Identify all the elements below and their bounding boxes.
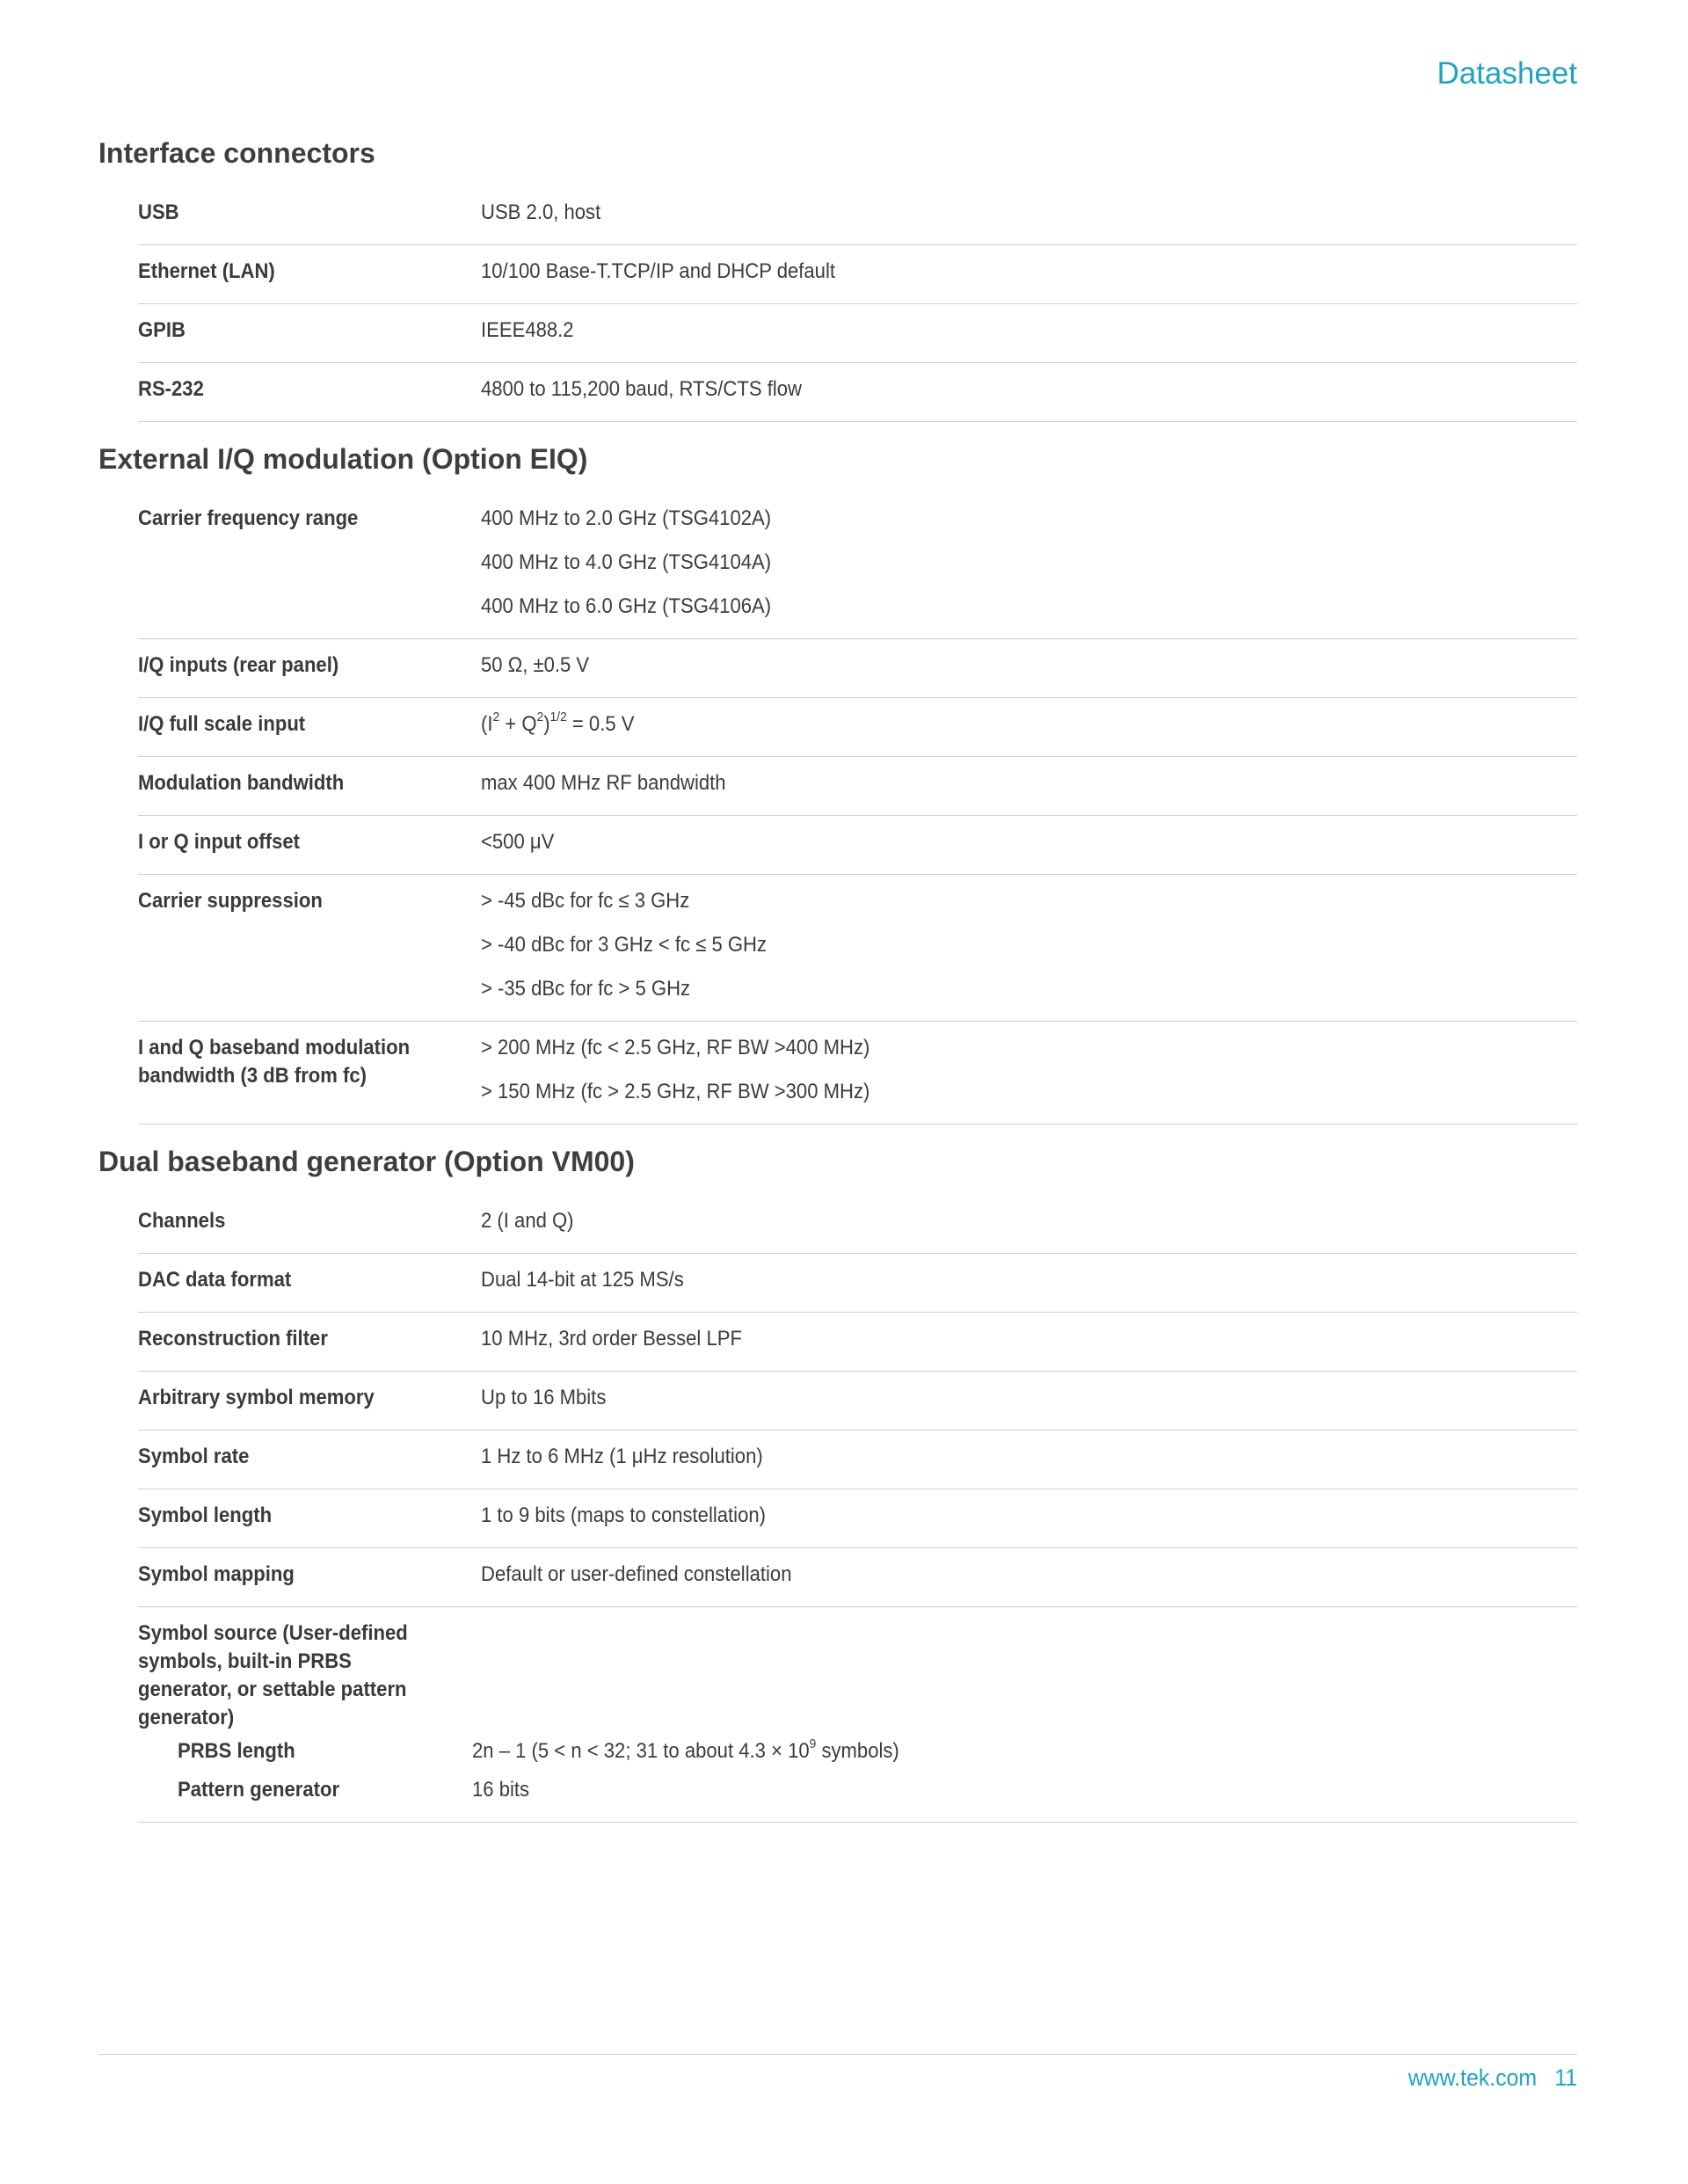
spec-row <box>138 1022 1577 1125</box>
formula-part: ) <box>543 712 550 736</box>
spec-value: 1 Hz to 6 MHz (1 μHz resolution) <box>481 1445 763 1468</box>
spec-row <box>138 1254 1577 1313</box>
sub-value <box>472 1737 899 1765</box>
sub-row-prbs <box>138 1737 1577 1765</box>
sub-row-pattern <box>138 1776 1577 1804</box>
spec-row <box>138 363 1577 422</box>
section-title: Dual baseband generator (Option VM00) <box>98 1146 635 1177</box>
spec-value: <500 μV <box>481 830 555 854</box>
spec-row <box>138 639 1577 698</box>
spec-row <box>138 1313 1577 1372</box>
sub-value: 16 bits <box>472 1778 530 1802</box>
sub-label: Pattern generator <box>178 1778 340 1802</box>
spec-value: 10 MHz, 3rd order Bessel LPF <box>481 1327 742 1350</box>
spec-label: I/Q inputs (rear panel) <box>138 653 339 677</box>
spec-row <box>138 757 1577 816</box>
spec-label: GPIB <box>138 318 186 342</box>
spec-table <box>138 1195 1577 1823</box>
page-number: 11 <box>1554 2064 1577 2091</box>
spec-row <box>138 1431 1577 1489</box>
spec-value: USB 2.0, host <box>481 200 601 224</box>
prbs-part: 2n – 1 (5 < n < 32; 31 to about 4.3 × 10 <box>472 1739 810 1763</box>
footer-divider <box>98 2054 1577 2055</box>
footer-url[interactable]: www.tek.com <box>1408 2064 1537 2091</box>
spec-label: Symbol source (User-defined symbols, built-in PRBS generator, or settable pattern generator) <box>138 1621 408 1729</box>
spec-label: Ethernet (LAN) <box>138 259 275 283</box>
spec-row <box>138 875 1577 1022</box>
spec-label: Modulation bandwidth <box>138 771 345 795</box>
spec-value: Up to 16 Mbits <box>481 1386 607 1409</box>
spec-value: > 150 MHz (fc > 2.5 GHz, RF BW >300 MHz) <box>481 1080 870 1103</box>
prbs-sup: 9 <box>809 1736 817 1751</box>
spec-label: Symbol mapping <box>138 1562 295 1586</box>
formula-part: (I <box>481 712 493 736</box>
spec-value: > -40 dBc for 3 GHz < fc ≤ 5 GHz <box>481 933 768 957</box>
spec-row-symbol-source <box>138 1607 1577 1823</box>
spec-label: DAC data format <box>138 1268 292 1292</box>
spec-value-formula <box>481 710 1489 739</box>
spec-value: 1 to 9 bits (maps to constellation) <box>481 1503 766 1527</box>
spec-label: Symbol rate <box>138 1445 250 1468</box>
spec-value: > 200 MHz (fc < 2.5 GHz, RF BW >400 MHz) <box>481 1036 870 1059</box>
page-content <box>98 132 1577 1838</box>
spec-label: Symbol length <box>138 1503 273 1527</box>
spec-row <box>138 698 1577 757</box>
formula-part: = 0.5 V <box>566 712 635 736</box>
spec-label: I/Q full scale input <box>138 712 306 736</box>
formula-sup: 2 <box>536 710 544 724</box>
spec-label: USB <box>138 200 179 224</box>
spec-row <box>138 816 1577 875</box>
sub-label: PRBS length <box>178 1739 295 1763</box>
spec-value: 400 MHz to 4.0 GHz (TSG4104A) <box>481 550 772 574</box>
spec-row <box>138 492 1577 639</box>
spec-value: > -45 dBc for fc ≤ 3 GHz <box>481 889 690 913</box>
spec-row <box>138 1195 1577 1254</box>
spec-label: Channels <box>138 1209 226 1233</box>
spec-value: 400 MHz to 2.0 GHz (TSG4102A) <box>481 506 772 530</box>
formula-sup: 1/2 <box>549 710 567 724</box>
spec-value: IEEE488.2 <box>481 318 574 342</box>
spec-row <box>138 304 1577 363</box>
spec-value: 2 (I and Q) <box>481 1209 574 1233</box>
spec-value: max 400 MHz RF bandwidth <box>481 771 726 795</box>
section-dual-baseband-generator <box>98 1140 1577 1823</box>
spec-value: 400 MHz to 6.0 GHz (TSG4106A) <box>481 594 772 618</box>
spec-value: 4800 to 115,200 baud, RTS/CTS flow <box>481 377 802 401</box>
spec-row <box>138 186 1577 245</box>
spec-value: Dual 14-bit at 125 MS/s <box>481 1268 684 1292</box>
spec-row <box>138 1548 1577 1607</box>
spec-label: I and Q baseband modulation bandwidth (3 dB from fc) <box>138 1036 411 1088</box>
spec-value: 10/100 Base-T.TCP/IP and DHCP default <box>481 259 835 283</box>
spec-label: Carrier frequency range <box>138 506 359 530</box>
section-title: Interface connectors <box>98 137 375 169</box>
spec-value: Default or user-defined constellation <box>481 1562 792 1586</box>
spec-table <box>138 186 1577 422</box>
spec-label: Carrier suppression <box>138 889 323 913</box>
spec-row <box>138 1489 1577 1548</box>
spec-label: Reconstruction filter <box>138 1327 328 1350</box>
spec-value: > -35 dBc for fc > 5 GHz <box>481 977 691 1001</box>
spec-table <box>138 492 1577 1125</box>
section-interface-connectors <box>98 132 1577 422</box>
section-title: External I/Q modulation (Option EIQ) <box>98 443 588 475</box>
spec-label: RS-232 <box>138 377 204 401</box>
spec-value: 50 Ω, ±0.5 V <box>481 653 590 677</box>
spec-label: I or Q input offset <box>138 830 300 854</box>
prbs-part: symbols) <box>816 1739 899 1763</box>
header-title: Datasheet <box>1437 56 1577 91</box>
spec-row <box>138 245 1577 304</box>
formula-sup: 2 <box>492 710 500 724</box>
spec-label: Arbitrary symbol memory <box>138 1386 375 1409</box>
formula-part: + Q <box>499 712 537 736</box>
spec-row <box>138 1372 1577 1431</box>
section-external-iq-modulation <box>98 438 1577 1125</box>
footer <box>1408 2064 1577 2092</box>
